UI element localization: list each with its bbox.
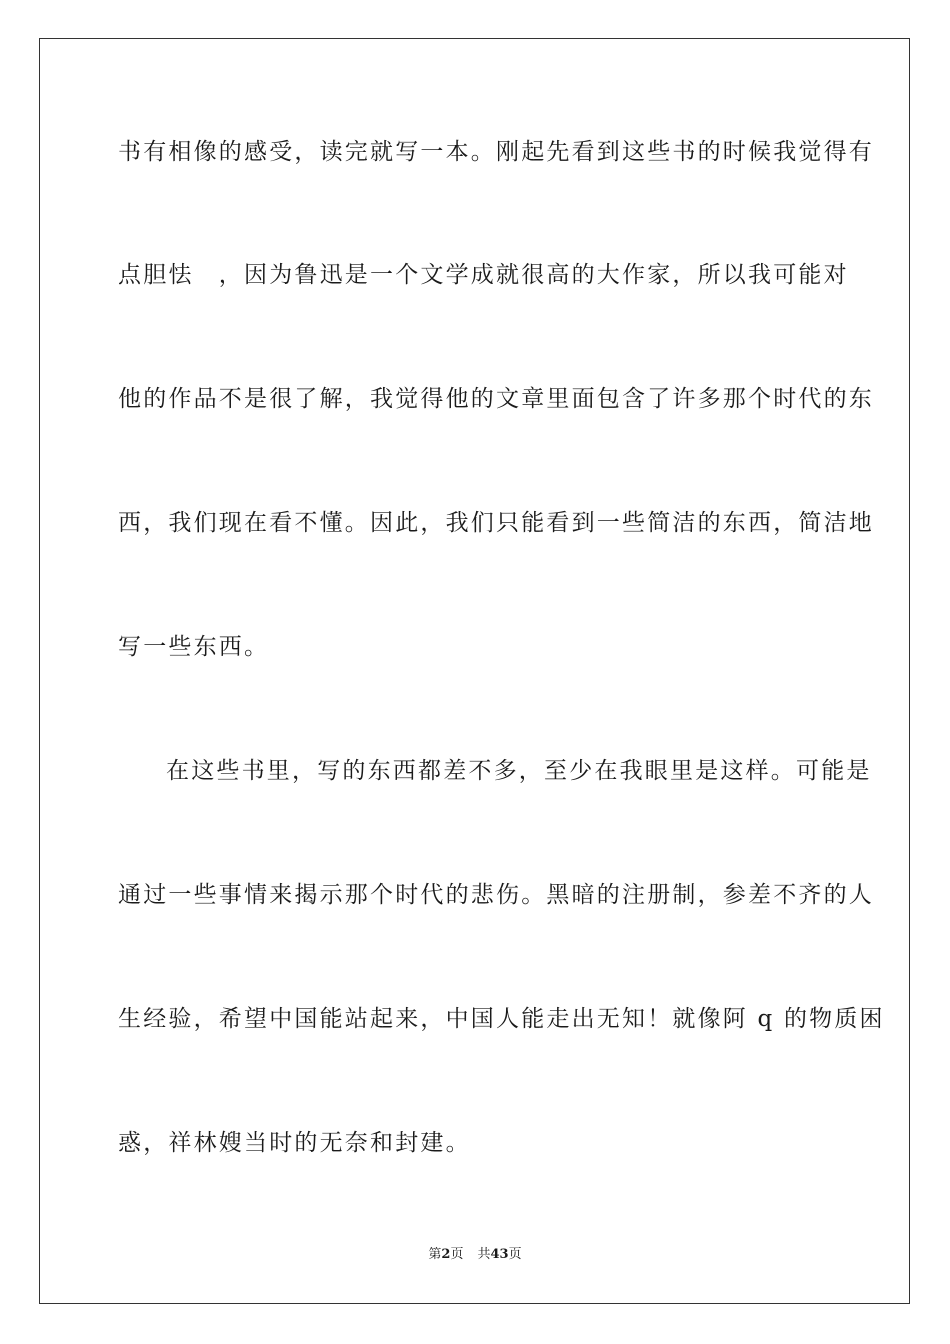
text-line-2: 点胆怯 ，因为鲁迅是一个文学成就很高的大作家，所以我可能对 [118,262,849,288]
text-line-5: 写一些东西。 [118,634,270,660]
text-line-8: 生经验，希望中国能站起来，中国人能走出无知！就像阿 q 的物质困 [118,1006,885,1032]
text-line-3: 他的作品不是很了解，我觉得他的文章里面包含了许多那个时代的东 [118,386,874,412]
total-label-suffix: 页 [508,1247,522,1262]
page-label-suffix: 页 [450,1247,464,1262]
text-line-4: 西，我们现在看不懂。因此，我们只能看到一些简洁的东西，简洁地 [118,510,874,536]
page-label-prefix: 第 [428,1247,442,1262]
total-label-prefix: 共 [477,1247,491,1262]
page-border [39,38,910,1304]
page-footer [0,1247,950,1263]
text-line-1: 书有相像的感受，读完就写一本。刚起先看到这些书的时候我觉得有 [118,139,874,165]
total-pages: 43 [490,1247,509,1262]
text-line-9: 惑，祥林嫂当时的无奈和封建。 [118,1130,471,1156]
text-line-6: 在这些书里，写的东西都差不多，至少在我眼里是这样。可能是 [166,758,872,784]
page-number: 2 [441,1247,451,1262]
text-line-7: 通过一些事情来揭示那个时代的悲伤。黑暗的注册制，参差不齐的人 [118,882,874,908]
